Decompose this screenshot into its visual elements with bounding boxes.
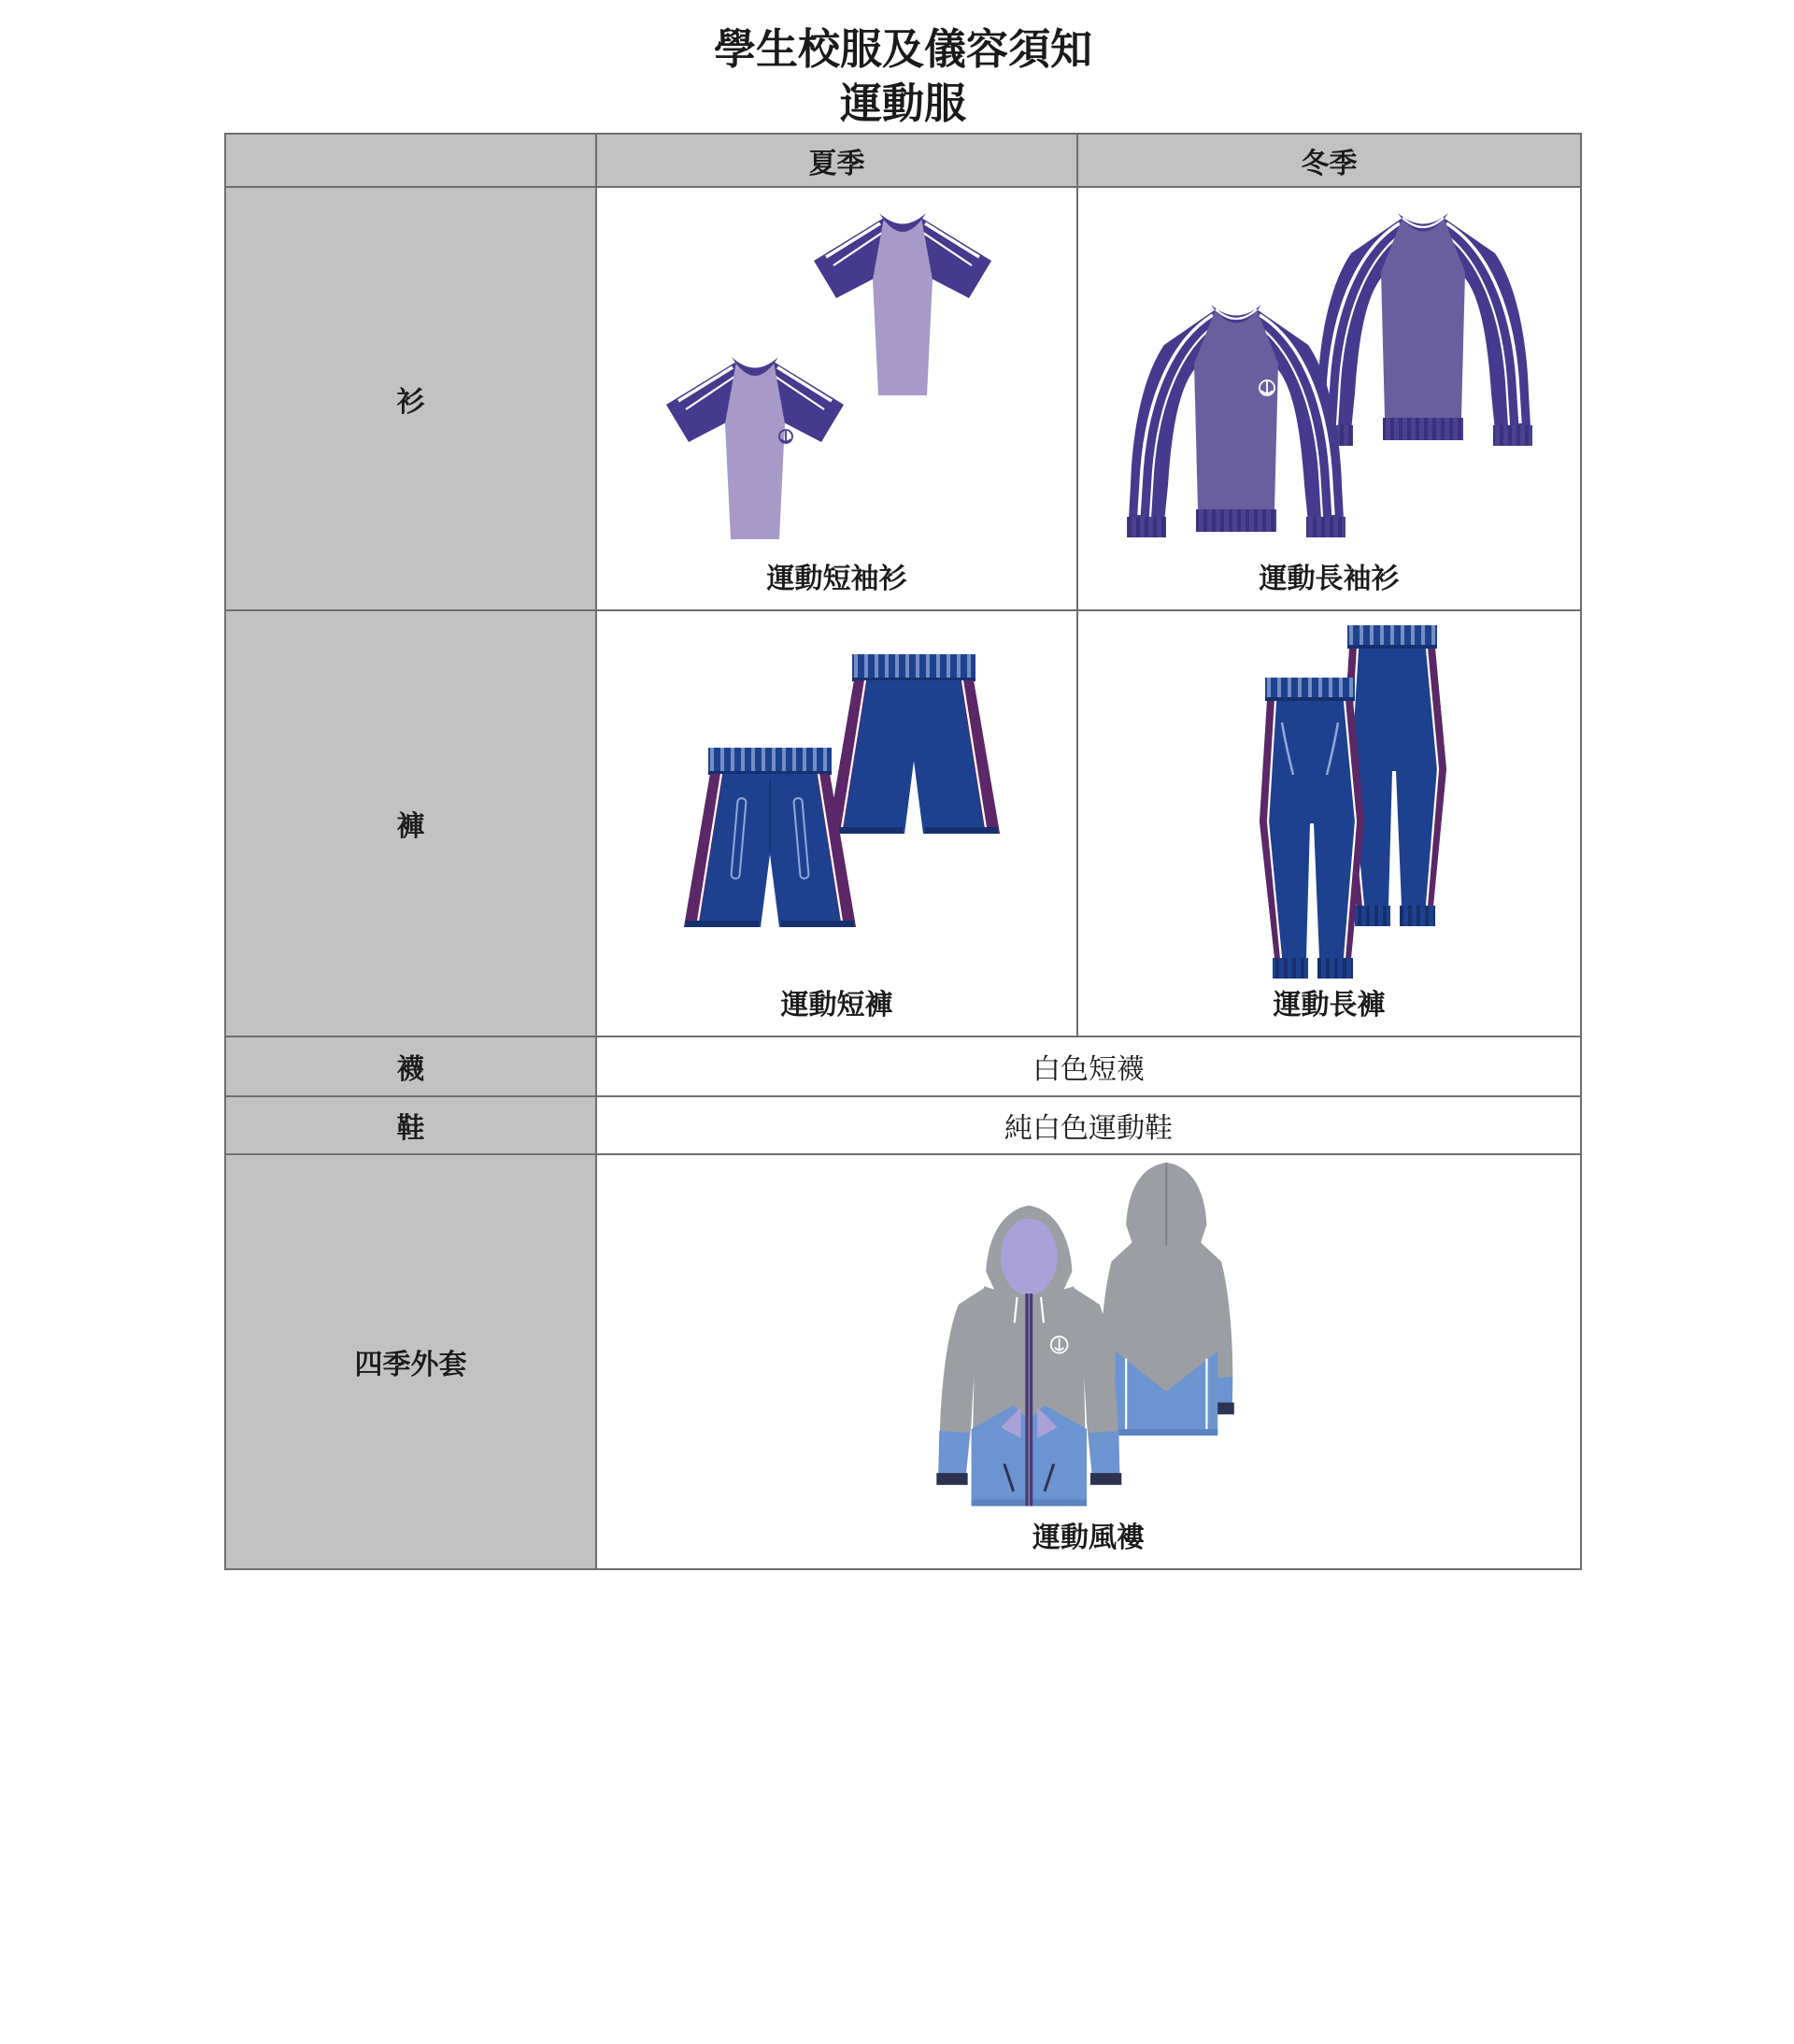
header-winter-cell	[1078, 135, 1580, 188]
shoes-row-label: 鞋	[396, 1113, 425, 1144]
winter-pants-figure	[1078, 611, 1580, 991]
shirt-row-label: 衫	[396, 386, 425, 418]
socks-value: 白色短襪	[1032, 1054, 1145, 1085]
uniform-table	[224, 133, 1582, 1570]
header-winter-label: 冬季	[1301, 148, 1358, 179]
socks-row-header-cell	[226, 1037, 597, 1097]
sports-trousers-illustration	[1129, 620, 1531, 982]
jacket-row-label: 四季外套	[354, 1350, 467, 1380]
summer-shirt-figure	[597, 188, 1076, 565]
shoes-value: 純白色運動鞋	[1004, 1113, 1173, 1144]
jacket-row-header-cell	[226, 1155, 597, 1568]
summer-pants-cell	[597, 611, 1078, 1037]
document-title: 學生校服及儀容須知	[713, 26, 1092, 73]
summer-shirt-illustration	[636, 195, 1038, 558]
header-summer-cell	[597, 135, 1078, 188]
title-block	[224, 22, 1582, 131]
shirt-row-header-cell	[226, 188, 597, 611]
header-corner-cell	[226, 135, 597, 188]
winter-shirt-illustration	[1115, 195, 1545, 558]
winter-shirt-caption: 運動長袖衫	[1259, 564, 1400, 594]
sports-shorts-illustration	[632, 647, 1043, 955]
summer-pants-figure	[597, 611, 1076, 991]
pants-row-header-cell	[226, 611, 597, 1037]
jacket-figure	[597, 1155, 1580, 1523]
summer-pants-caption: 運動短褲	[780, 990, 893, 1021]
document-subtitle: 運動服	[839, 80, 966, 127]
winter-shirt-cell	[1078, 188, 1580, 611]
shoes-value-cell	[597, 1097, 1580, 1155]
winter-pants-cell	[1078, 611, 1580, 1037]
jacket-caption: 運動風褸	[1032, 1522, 1145, 1553]
sports-windbreaker-illustration	[860, 1156, 1317, 1522]
summer-shirt-caption: 運動短袖衫	[766, 564, 907, 594]
socks-value-cell	[597, 1037, 1580, 1097]
pants-row-label: 褲	[396, 811, 425, 842]
jacket-cell	[597, 1155, 1580, 1568]
shoes-row-header-cell	[226, 1097, 597, 1155]
socks-row-label: 襪	[396, 1054, 425, 1085]
header-summer-label: 夏季	[808, 148, 865, 179]
summer-shirt-cell	[597, 188, 1078, 611]
winter-pants-caption: 運動長褲	[1273, 990, 1386, 1021]
winter-shirt-figure	[1078, 188, 1580, 565]
